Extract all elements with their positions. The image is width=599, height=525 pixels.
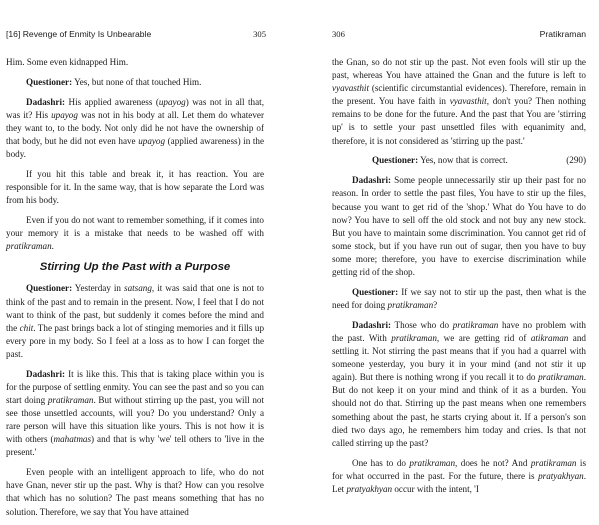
italic-term: pratikraman — [387, 299, 434, 310]
book-title: Pratikraman — [539, 29, 586, 39]
text-run: ) was not in all that, was it? His — [6, 96, 264, 120]
italic-term: satsang — [124, 283, 152, 294]
left-paragraph-group — [6, 282, 264, 518]
text-run: have no problem with the past. With — [332, 319, 586, 343]
italic-term: pratikraman — [47, 394, 94, 405]
chapter-title: [16] Revenge of Enmity Is Unbearable — [6, 29, 152, 39]
text-run: the Gnan, so do not stir up the past. Not even fools will stir up the past, whereas You have attained the Gnan and the future is left to — [332, 57, 586, 81]
text-run: Even people with an intelligent approach to life, who do not have Gnan, never stir up the past. Why is that? How can you resolve that which has no solution? The past means something that has no solution. Therefore, we say that You have attained — [6, 467, 264, 517]
text-run: Some people unnecessarily stir up their past for no reason. In order to settle the past files, You have to stir up the files, because you want to get rid of the 'shop.' What do You have to do now? You have to sell off the old stock and not buy any new stock. But you have to maintain some discrimination. You cannot get rid of some stock, but if you have run out of sugar, then you have to buy some more; therefore, you have to exercise discrimination while getting rid of the shop. — [332, 175, 586, 277]
text-run: Yesterday in — [72, 283, 125, 294]
speaker-label: Dadashri: — [352, 175, 392, 186]
text-run: , it was said that one is not to think of the past and to remain in the present. Now, I feel that I do not want to think of the past, but suddenly it comes before the mind and the — [6, 283, 264, 333]
italic-term: pratyakhyan — [538, 470, 584, 481]
paragraph — [6, 168, 264, 207]
text-run: , don't you? Then nothing remains to be done for the future. And the past that You are 'stirring up' is to settle your past unsettled files with equanimity and, therefore, it is not considered as 'stirring up the past.' — [332, 96, 586, 146]
left-page-body — [6, 56, 264, 525]
text-run: . But without stirring up the past, you will not see those unsettled accounts, will you? Do you understand? Only a rare person will have this situation like yours. This is not how it is with others ( — [6, 394, 264, 445]
speaker-label: Dadashri: — [26, 368, 66, 379]
speaker-label: Questioner: — [26, 76, 73, 87]
italic-term: chit — [19, 322, 34, 333]
text-run: If we say not to stir up the past, then what is the need for doing — [332, 286, 586, 310]
text-run: ) and that is why 'we' tell others to 'live in the present.' — [6, 434, 264, 458]
left-paragraph-group — [6, 56, 264, 253]
right-paragraph-group — [332, 56, 586, 148]
paragraph — [332, 286, 586, 312]
paragraph — [6, 214, 264, 253]
text-run: , we are getting rid of — [436, 332, 531, 343]
question-text — [352, 154, 508, 167]
text-run: occur with the intent, 'I — [392, 483, 479, 494]
text-run: was not in his body at all. Let them do whatever they want to, to the body. Not only did he not have the ownership of that body, but he did not even have — [6, 109, 264, 147]
text-run: Even if you do not want to remember something, if it comes into your memory it is a mistake that needs to be washed off with — [6, 215, 264, 239]
text-run: and settling it. Not stirring the past means that if you had a quarrel with someone yesterday, you bury it in your mind (and not stir it up again). But there is nothing wrong if you recall it to do — [332, 332, 586, 383]
text-run: . But do not keep it on your mind and think of it as a burden. You should not do that. Stirring up the past means when one remembers something about the past, he starts crying about it. If a person's son died two days ago, he remembers him today and cries. Is that not called stirring up the past? — [332, 372, 586, 448]
italic-term: upayog — [51, 109, 78, 120]
paragraph — [6, 466, 264, 518]
italic-term: pratikraman — [538, 372, 584, 383]
text-run: One has to do — [352, 457, 410, 468]
text-run: It is like this. This that is taking place within you is for the purpose of settling enmity. You can see the past and so you can start doing — [6, 368, 264, 405]
paragraph — [332, 174, 586, 279]
italic-term: pratikraman — [391, 332, 437, 343]
right-paragraph-group — [332, 174, 586, 496]
italic-term: pratikraman — [530, 457, 577, 468]
text-run: Yes, now that is correct. — [418, 155, 508, 166]
italic-term: pratyakhyan — [346, 483, 393, 494]
right-page-body — [332, 56, 586, 503]
paragraph — [332, 319, 586, 450]
italic-term: mahatmas — [53, 434, 92, 445]
italic-term: vyavasthit — [449, 96, 487, 107]
section-heading: Stirring Up the Past with a Purpose — [39, 261, 231, 274]
italic-term: atikraman — [530, 332, 569, 343]
italic-term: pratikraman — [409, 457, 456, 468]
right-page — [300, 0, 599, 494]
paragraph — [6, 368, 264, 460]
text-run: His applied awareness ( — [65, 96, 159, 107]
paragraph — [6, 76, 264, 89]
speaker-label: Questioner: — [372, 155, 419, 166]
text-run: , does he not? And — [455, 457, 531, 468]
text-run: . — [51, 241, 54, 252]
paragraph — [6, 282, 264, 361]
speaker-label: Dadashri: — [352, 319, 392, 330]
text-run: ? — [433, 299, 438, 310]
text-run: If you hit this table and break it, it has reaction. You are responsible for it. In the same way, that is how separate the Lord was from his body. — [6, 169, 264, 206]
paragraph — [332, 457, 586, 496]
italic-term: vyavasthit — [332, 83, 369, 94]
text-run: . The past brings back a lot of stinging memories and it fills up every pore in my body. So I feel at a loss as to how I can forget the past. — [6, 322, 265, 359]
text-run: is for what occurred in the past. For the future, there is — [332, 457, 587, 481]
paragraph — [6, 96, 264, 161]
italic-term: upayog — [158, 96, 186, 107]
page-number: 306 — [332, 29, 345, 39]
paragraph — [6, 56, 264, 69]
text-run: Yes, but none of that touched Him. — [72, 76, 202, 87]
page-number: 305 — [253, 29, 266, 39]
paragraph-number: (290) — [566, 155, 586, 166]
speaker-label: Questioner: — [352, 286, 399, 297]
text-run: Those who do — [391, 319, 453, 330]
right-page-header — [332, 27, 586, 41]
text-run: (applied awareness) in the body. — [6, 136, 264, 160]
text-run: . Let — [332, 470, 586, 494]
text-run: Him. Some even kidnapped Him. — [6, 57, 129, 67]
paragraph — [332, 56, 586, 148]
italic-term: pratikraman — [452, 319, 499, 330]
speaker-label: Questioner: — [26, 283, 73, 294]
italic-term: pratikraman — [6, 241, 52, 252]
left-page-header — [6, 27, 266, 41]
speaker-label: Dadashri: — [26, 96, 66, 107]
question-line — [332, 154, 586, 167]
left-page — [0, 0, 300, 517]
italic-term: upayog — [138, 136, 166, 147]
text-run: (scientific circumstantial evidences). Therefore, remain in the present. You have faith in — [332, 83, 586, 107]
